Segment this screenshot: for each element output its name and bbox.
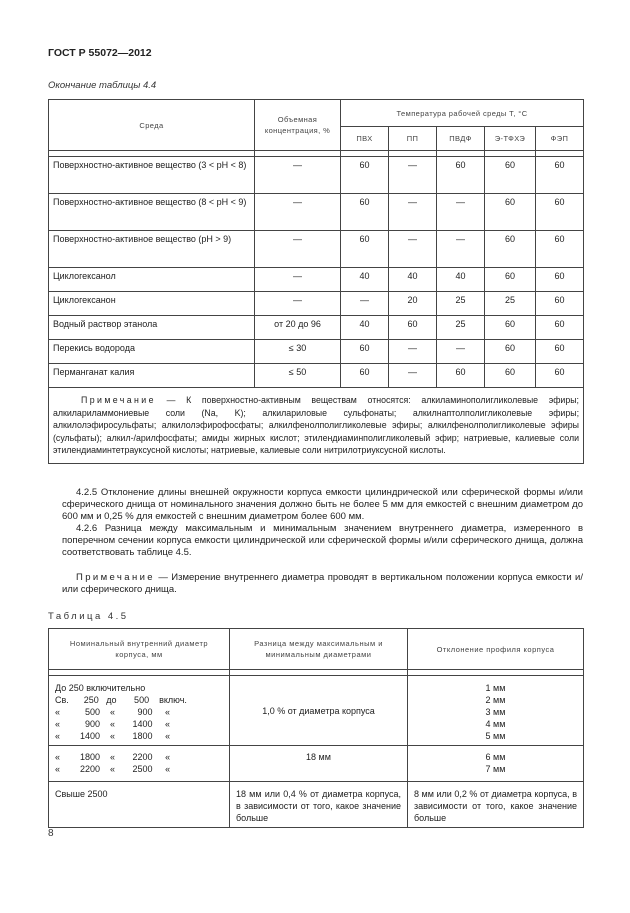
temperature-cell: — <box>389 364 437 388</box>
temperature-cell: 60 <box>536 364 584 388</box>
header-difference: Разница между максимальным и минимальным диаметрами <box>230 629 408 670</box>
temperature-cell: 60 <box>341 340 389 364</box>
table-row <box>49 194 584 231</box>
deviation-value: 1 мм <box>485 683 506 693</box>
paragraph-4-2-5 <box>62 487 583 523</box>
concentration-cell: — <box>255 268 341 292</box>
temperature-cell: — <box>389 340 437 364</box>
header-medium: Среда <box>49 100 255 151</box>
medium-cell: Перекись водорода <box>49 340 255 364</box>
temperature-cell: — <box>437 231 485 268</box>
temperature-cell: 25 <box>437 292 485 316</box>
temperature-cell: 60 <box>389 316 437 340</box>
table-row <box>49 316 584 340</box>
temperature-cell: 25 <box>485 292 536 316</box>
deviation-value: 7 мм <box>485 764 506 774</box>
table-row <box>49 292 584 316</box>
concentration-cell: — <box>255 292 341 316</box>
paragraph-4-2-6 <box>62 523 583 559</box>
deviation-cell <box>408 676 584 746</box>
temperature-cell: — <box>437 194 485 231</box>
medium-cell: Циклогексанон <box>49 292 255 316</box>
note-paragraph <box>62 572 583 596</box>
temperature-cell: 60 <box>485 157 536 194</box>
diameter-cell <box>49 676 230 746</box>
temperature-cell: 60 <box>341 231 389 268</box>
concentration-cell: — <box>255 231 341 268</box>
medium-cell: Перманганат калия <box>49 364 255 388</box>
diameter-line: До 250 включительно <box>55 683 146 693</box>
temperature-cell: 60 <box>485 231 536 268</box>
medium-cell: Циклогексанол <box>49 268 255 292</box>
temperature-cell: 60 <box>536 268 584 292</box>
header-deviation: Отклонение профиля корпуса <box>408 629 584 670</box>
temperature-cell: 40 <box>437 268 485 292</box>
temperature-cell: 60 <box>485 316 536 340</box>
table-row <box>49 364 584 388</box>
diameter-cell: Свыше 2500 <box>49 782 230 828</box>
note-label: Примечание <box>81 395 156 405</box>
note-text: — К поверхностно-активным веществам относятся: алкиламинополигликолевые эфиры; алкилариламмониевые соли (Na, K); алкилариловые сульфонаты; алкилнаптолполигликолевые эфиры; алкилолэфиросульфаты; алкилолэфирофосфаты; алкилфенолполигликолевые эфиры; алкилфенолполигликолевые эфиры (сульфаты); алкил-/арилфосфаты; амиды жирных кислот; этилендиаминполигликолевый эфир; натриевые, калиевые соли этилендиаминтетрауксусной кислоты; натриевые, калиевые соли нитрилотриуксусной кислоты. <box>53 395 580 455</box>
temperature-cell: — <box>389 231 437 268</box>
temperature-cell: 60 <box>536 194 584 231</box>
temperature-cell: 60 <box>485 364 536 388</box>
table-4-4 <box>48 99 584 464</box>
header-diameter: Номинальный внутренний диаметр корпуса, мм <box>49 629 230 670</box>
page-header: ГОСТ Р 55072—2012 <box>48 47 152 59</box>
medium-cell: Поверхностно-активное вещество (8 < pH < 9) <box>49 194 255 231</box>
table-header-row <box>49 100 584 127</box>
header-material: Э-ТФХЭ <box>485 127 536 151</box>
table-44-caption: Окончание таблицы 4.4 <box>48 80 157 91</box>
header-material: ПП <box>389 127 437 151</box>
temperature-cell: 60 <box>341 364 389 388</box>
temperature-cell: 40 <box>341 316 389 340</box>
temperature-cell: 60 <box>485 340 536 364</box>
header-material: ПВДФ <box>437 127 485 151</box>
table-header-row <box>49 629 584 670</box>
diameter-line: « 1800 « 2200 « <box>55 752 171 762</box>
concentration-cell: — <box>255 157 341 194</box>
temperature-cell: 60 <box>536 157 584 194</box>
medium-cell: Водный раствор этанола <box>49 316 255 340</box>
table-note <box>49 388 584 464</box>
paragraph-text: 4.2.5 Отклонение длины внешней окружности корпуса емкости цилиндрической или сферической формы и/или сферического днища от номинального значения должно быть не более 5 мм для емкостей с внешним диаметром до 600 мм и 0,25 % для емкостей с внешним диаметром более 600 мм. <box>62 487 583 522</box>
concentration-cell: ≤ 30 <box>255 340 341 364</box>
table-row <box>49 231 584 268</box>
temperature-cell: — <box>389 157 437 194</box>
deviation-cell <box>408 746 584 782</box>
temperature-cell: 25 <box>437 316 485 340</box>
header-material: ФЭП <box>536 127 584 151</box>
temperature-cell: — <box>437 340 485 364</box>
note-label: Примечание <box>76 572 155 583</box>
deviation-value: 5 мм <box>485 731 506 741</box>
concentration-cell: ≤ 50 <box>255 364 341 388</box>
temperature-cell: 20 <box>389 292 437 316</box>
temperature-cell: 60 <box>437 157 485 194</box>
header-temperature: Температура рабочей среды Т, °С <box>341 100 584 127</box>
temperature-cell: — <box>341 292 389 316</box>
note-text: — Измерение внутреннего диаметра проводят в вертикальном положении корпуса емкости и/или сферического днища. <box>62 572 583 595</box>
header-material: ПВХ <box>341 127 389 151</box>
temperature-cell: — <box>389 194 437 231</box>
table-row <box>49 340 584 364</box>
table-45-caption: Таблица 4.5 <box>48 611 129 622</box>
table-row <box>49 268 584 292</box>
deviation-value: 2 мм <box>485 695 506 705</box>
medium-cell: Поверхностно-активное вещество (pH > 9) <box>49 231 255 268</box>
temperature-cell: 60 <box>485 194 536 231</box>
table-4-5 <box>48 628 584 828</box>
paragraph-text: 4.2.6 Разница между максимальным и минимальным значением внутреннего диаметра, измеренного в поперечном сечении корпуса емкости цилиндрической или сферической формы и/или сферического днища, должна соответствовать таблице 4.5. <box>62 523 583 558</box>
table-note-row <box>49 388 584 464</box>
deviation-value: 4 мм <box>485 719 506 729</box>
medium-cell: Поверхностно-активное вещество (3 < pH < 8) <box>49 157 255 194</box>
deviation-cell: 8 мм или 0,2 % от диаметра корпуса, в зависимости от того, какое значение больше <box>408 782 584 828</box>
diameter-line: « 900 « 1400 « <box>55 719 171 729</box>
temperature-cell: 60 <box>536 316 584 340</box>
diameter-line: « 500 « 900 « <box>55 707 171 717</box>
header-concentration: Объемная концентрация, % <box>255 100 341 151</box>
temperature-cell: 60 <box>341 157 389 194</box>
diameter-line: Св. 250 до 500 включ. <box>55 695 187 705</box>
concentration-cell: — <box>255 194 341 231</box>
temperature-cell: 40 <box>389 268 437 292</box>
temperature-cell: 60 <box>485 268 536 292</box>
deviation-value: 3 мм <box>485 707 506 717</box>
table-row <box>49 746 584 782</box>
page-number: 8 <box>48 828 54 839</box>
temperature-cell: 60 <box>536 231 584 268</box>
table-row <box>49 782 584 828</box>
difference-cell: 18 мм или 0,4 % от диаметра корпуса, в зависимости от того, какое значение больше <box>230 782 408 828</box>
deviation-value: 6 мм <box>485 752 506 762</box>
diameter-cell <box>49 746 230 782</box>
difference-cell: 1,0 % от диаметра корпуса <box>230 676 408 746</box>
table-row <box>49 676 584 746</box>
concentration-cell: от 20 до 96 <box>255 316 341 340</box>
diameter-line: « 2200 « 2500 « <box>55 764 171 774</box>
temperature-cell: 60 <box>536 340 584 364</box>
difference-cell: 18 мм <box>230 746 408 782</box>
diameter-line: « 1400 « 1800 « <box>55 731 171 741</box>
temperature-cell: 60 <box>341 194 389 231</box>
temperature-cell: 40 <box>341 268 389 292</box>
temperature-cell: 60 <box>536 292 584 316</box>
temperature-cell: 60 <box>437 364 485 388</box>
table-row <box>49 157 584 194</box>
